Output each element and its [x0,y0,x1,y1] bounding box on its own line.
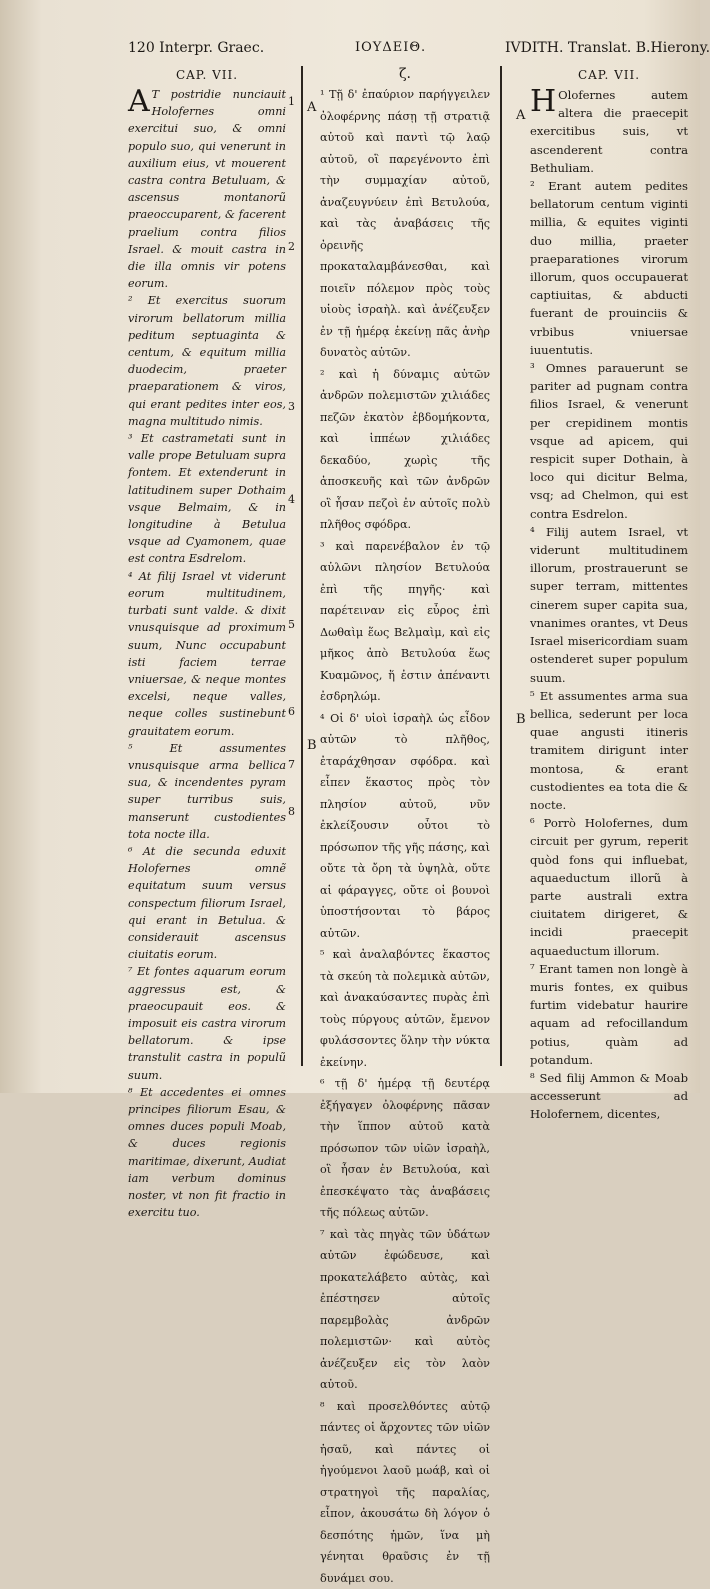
header-middle: ΙΟΥΔΕΙΘ. [355,40,426,55]
verse-text: ⁷ Erant tamen non longè à muris fontes, ex quibus furtim videbatur haurire aquam ad refocillandum potius, quàm ad potandum. [530,960,688,1069]
verse-text: ⁸ Sed filij Ammon & Moab accesserunt ad Holofernem, dicentes, [530,1069,688,1124]
margin-letter: A [307,100,316,115]
verse-text: ⁸ Et accedentes ei omnes principes filiorum Esau, & omnes duces populi Moab, & duces regionis maritimae, dixerunt, Audiat iam verbum dominus noster, vt non fit fractio in exercitu tuo. [128,1084,286,1222]
verse-body: T postridie nunciauit Holofernes omni exercitui suo, & omni populo suo, qui venerunt in auxilium eius, vt mouerent castra contra Betuluam, & ascensus montanorũ praeoccuparent, & facerent praelium contra filios Israel. & mouit castra in die illa omnis vir potens eorum. [128,88,286,290]
margin-number: 2 [288,240,295,253]
hieronymus-column [530,66,688,1066]
verse-text: ⁶ τῇ δ' ἡμέρᾳ τῇ δευτέρᾳ ἐξήγαγεν ὀλοφέρνης πᾶσαν τὴν ἵππον αὐτοῦ κατὰ πρόσωπον τῶν υἱῶν ἰσραὴλ, οἳ ἦσαν ἐν Βετυλούα, καὶ ἐπεσκέψατο τὰς ἀναβάσεις τῆς πόλεως αὐτῶν. [320,1073,490,1224]
verse-text: ³ Et castrametati sunt in valle prope Betuluam supra fontem. Et extenderunt in latitudinem super Dothaim vsque Belmaim, & in longitudine à Betulua vsque ad Cyamonem, quae est contra Esdrelom. [128,430,286,568]
chapter-heading: ζ. [320,66,490,82]
margin-number: 7 [288,758,295,771]
verse-text [530,86,688,177]
verse-text: ² Et exercitus suorum virorum bellatorum millia peditum septuaginta & centum, & equitum millia duodecim, praeter praeparationem & viros, qui erant pedites inter eos, magna multitudo nimis. [128,292,286,430]
latin-column [128,66,286,1066]
margin-letter: B [307,738,317,753]
verse-text: ⁷ καὶ τὰς πηγὰς τῶν ὑδάτων αὐτῶν ἐφώδευσε, καὶ προκατελάβετο αὐτὰς, καὶ ἐπέστησεν αὐτοῖς παρεμβολὰς ἀνδρῶν πολεμιστῶν· καὶ αὐτὸς ἀνέζευξεν εἰς τὸν λαὸν αὐτοῦ. [320,1224,490,1396]
header-right: IVDITH. Translat. B.Hierony. [505,40,710,56]
verse-text: ⁴ Οἱ δ' υἱοὶ ἰσραὴλ ὡς εἶδον αὐτῶν τὸ πλῆθος, ἐταράχθησαν σφόδρα. καὶ εἶπεν ἕκαστος πρὸς τὸν πλησίον αὐτοῦ, νῦν ἐκλείξουσιν οὗτοι τὸ πρόσωπον τῆς γῆς πάσης, καὶ οὔτε τὰ ὄρη τὰ ὑψηλὰ, οὔτε αἱ φάραγγες, οὔτε οἱ βουνοὶ ὑποστήσονται τὸ βάρος αὐτῶν. [320,708,490,945]
margin-number: 8 [288,805,295,818]
margin-letter: B [516,712,526,727]
verse-text: ⁵ καὶ ἀναλαβόντες ἕκαστος τὰ σκεύη τὰ πολεμικὰ αὐτῶν, καὶ ἀνακαύσαντες πυρὰς ἐπὶ τοὺς πύργους αὐτῶν, ἔμενον φυλάσσοντες ὅλην τὴν νύκτα ἐκείνην. [320,944,490,1073]
verse-text: ² καὶ ἡ δύναμις αὐτῶν ἀνδρῶν πολεμιστῶν χιλιάδες πεζῶν ἑκατὸν ἑβδομήκοντα, καὶ ἱππέων χιλιάδες δεκαδύο, χωρὶς τῆς ἀποσκευῆς καὶ τῶν ἀνδρῶν οἳ ἦσαν πεζοὶ ἐν αὐτοῖς πολὺ πλῆθος σφόδρα. [320,364,490,536]
verse-text: ⁷ Et fontes aquarum eorum aggressus est, & praeocupauit eos. & imposuit eis castra virorum bellatorum. & ipse transtulit castra in populũ suum. [128,963,286,1083]
verse-text: ⁶ Porrò Holofernes, dum circuit per gyrum, reperit quòd fons qui influebat, aquaeductum illorũ à parte australi extra ciuitatem dirigeret, & incidi praecepit aquaeductum illorum. [530,814,688,960]
verse-text: ³ Omnes parauerunt se pariter ad pugnam contra filios Israel, & venerunt per crepidinem montis vsque ad apicem, qui respicit super Dothain, à loco qui dicitur Belma, vsq; ad Chelmon, qui est contra Esdrelon. [530,359,688,523]
verse-body: Olofernes autem altera die praecepit exercitibus suis, vt ascenderent contra Bethuliam. [530,88,688,175]
verse-text: ³ καὶ παρενέβαλον ἐν τῷ αὐλῶνι πλησίον Βετυλούα ἐπὶ τῆς πηγῆς· καὶ παρέτειναν εἰς εὖρος ἐπὶ Δωθαὶμ ἕως Βελμαὶμ, καὶ εἰς μῆκος ἀπὸ Βετυλούα ἕως Κυαμῶνος, ἥ ἐστιν ἀπέναντι ἐσδρηλώμ. [320,536,490,708]
running-header [0,40,700,64]
column-rule-left [301,66,303,1066]
margin-letter: A [516,108,525,123]
margin-number: 1 [288,95,295,108]
drop-cap: A [128,88,150,116]
drop-cap: H [530,88,556,116]
greek-column [320,66,490,1066]
verse-text: ⁵ Et assumentes arma sua bellica, sederunt per loca quae angusti itineris tramitem dirigunt inter montosa, & erant custodientes ea tota die & nocte. [530,687,688,814]
verse-text: ⁸ καὶ προσελθόντες αὐτῷ πάντες οἱ ἄρχοντες τῶν υἱῶν ἡσαῦ, καὶ πάντες οἱ ἡγούμενοι λαοῦ μωάβ, καὶ οἱ στρατηγοὶ τῆς παραλίας, εἶπον, ἀκουσάτω δὴ λόγον ὁ δεσπότης ἡμῶν, ἵνα μὴ γένηται θραῦσις ἐν τῇ δυνάμει σου. [320,1396,490,1589]
verse-text: ¹ Τῇ δ' ἐπαύριον παρήγγειλεν ὀλοφέρνης πάσῃ τῇ στρατιᾷ αὐτοῦ καὶ παντὶ τῷ λαῷ αὐτοῦ, οἳ παρεγένοντο ἐπὶ τὴν συμμαχίαν αὐτοῦ, ἀναζευγνύειν ἐπὶ Βετυλούα, καὶ τὰς ἀναβάσεις τῆς ὀρεινῆς προκαταλαμβάνεσθαι, καὶ ποιεῖν πόλεμον πρὸς τοὺς υἱοὺς ἰσραὴλ. καὶ ἀνέζευξεν ἐν τῇ ἡμέρᾳ ἐκείνῃ πᾶς ἀνὴρ δυνατὸς αὐτῶν. [320,84,490,364]
verse-text [128,86,286,292]
chapter-heading: CAP. VII. [128,68,286,82]
verse-text: ⁴ Filij autem Israel, vt viderunt multitudinem illorum, prostrauerunt se super terram, mittentes cinerem super capita sua, vnanimes orantes, vt Deus Israel misericordiam suam ostenderet super populum suum. [530,523,688,687]
header-left: 120 Interpr. Graec. [128,40,264,56]
column-rule-right [500,66,502,1066]
margin-number: 6 [288,705,295,718]
verse-text: ⁴ At filij Israel vt viderunt eorum multitudinem, turbati sunt valde. & dixit vnusquisque ad proximum suum, Nunc occupabunt isti faciem terrae vniuersae, & neque montes excelsi, neque valles, neque colles sustinebunt grauitatem eorum. [128,568,286,740]
margin-number: 3 [288,400,295,413]
verse-text: ⁵ Et assumentes vnusquisque arma bellica sua, & incendentes pyram super turribus suis, manserunt custodientes tota nocte illa. [128,740,286,843]
margin-number: 4 [288,493,295,506]
chapter-heading: CAP. VII. [530,68,688,82]
margin-number: 5 [288,618,295,631]
verse-text: ⁶ At die secunda eduxit Holofernes omnẽ equitatum suum versus conspectum filiorum Israel, qui erant in Betulua. & considerauit ascensus ciuitatis eorum. [128,843,286,963]
verse-text: ² Erant autem pedites bellatorum centum viginti millia, & equites viginti duo millia, praeter praeparationes virorum illorum, quos occupauerat captiuitas, & abducti fuerant de prouinciis & vrbibus vniuersae iuuentutis. [530,177,688,359]
